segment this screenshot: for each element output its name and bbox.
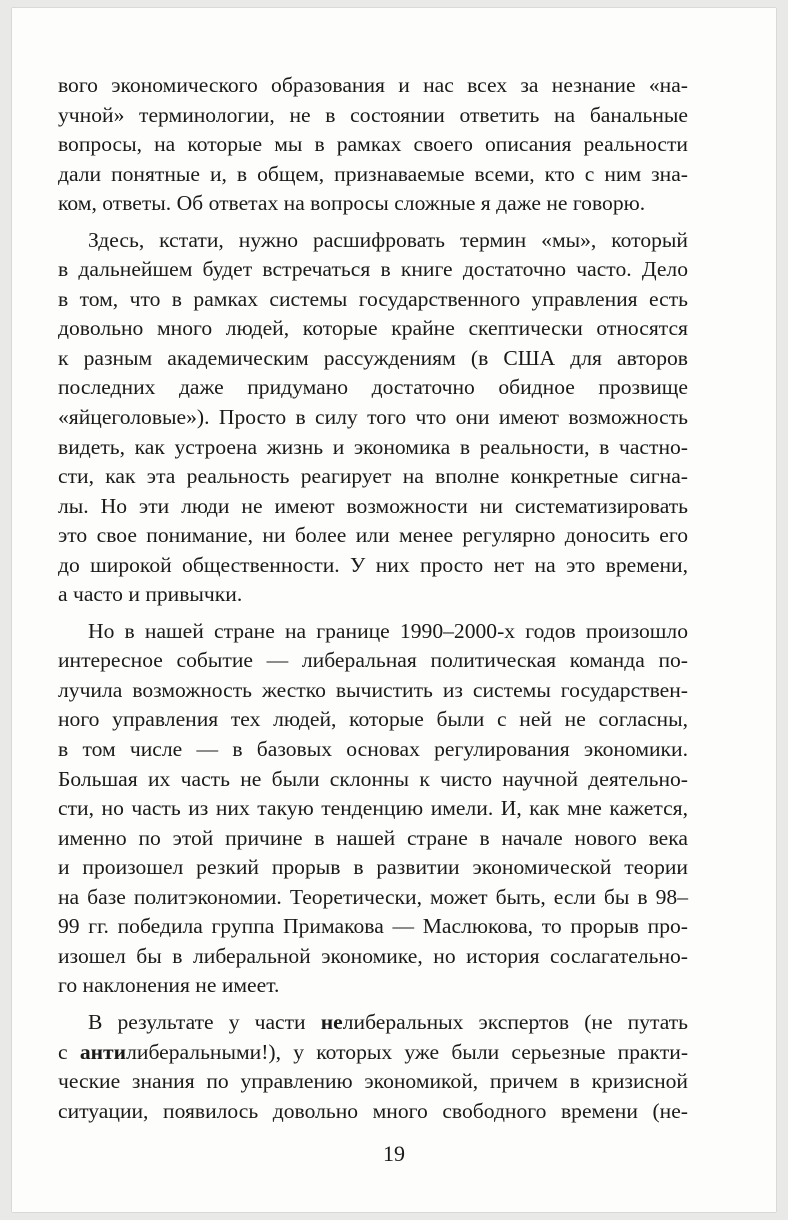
text-line: сти, как эта реальность реагирует на вполне конкретные сигна- xyxy=(58,464,688,489)
text-line: изошел бы в либеральной экономике, но история сослагательно- xyxy=(58,943,688,968)
text-line: в том, что в рамках системы государственного управления есть xyxy=(58,286,688,311)
text-line: ком, ответы. Об ответах на вопросы сложные я даже не говорю. xyxy=(58,191,646,216)
text-line: дали понятные и, в общем, признаваемые всеми, кто с ним зна- xyxy=(58,161,688,186)
text-line: сти, но часть из них такую тенденцию имели. И, как мне кажется, xyxy=(58,796,688,821)
text-line: ситуации, появилось довольно много свободного времени (не- xyxy=(58,1098,688,1123)
text-run: с xyxy=(58,1039,80,1064)
bold-prefix: не xyxy=(320,1009,343,1034)
text-line xyxy=(58,1038,688,1068)
text-run: либеральными!), у которых уже были серьезные практи- xyxy=(126,1039,689,1064)
text-line: Большая их часть не были склонны к чисто научной деятельно- xyxy=(58,766,688,791)
text-line: ческие знания по управлению экономикой, причем в кризисной xyxy=(58,1069,688,1094)
paragraph xyxy=(58,71,688,219)
text-line: лы. Но эти люди не имеют возможности ни систематизировать xyxy=(58,493,688,518)
bold-prefix: анти xyxy=(79,1039,127,1064)
paragraph xyxy=(58,617,688,1001)
book-page xyxy=(12,8,776,1212)
text-run: В результате у части xyxy=(88,1009,321,1034)
text-line: видеть, как устроена жизнь и экономика в реальности, в частно- xyxy=(58,434,688,459)
text-line xyxy=(58,1008,688,1038)
text-line: это свое понимание, ни более или менее регулярно доносить его xyxy=(58,523,688,548)
text-line: именно по этой причине в нашей стране в начале нового века xyxy=(58,825,688,850)
text-line: довольно много людей, которые крайне скептически относятся xyxy=(58,316,688,341)
text-line: лучила возможность жестко вычистить из системы государствен- xyxy=(58,677,688,702)
text-line: учной» терминологии, не в состоянии ответить на банальные xyxy=(58,102,688,127)
text-line: в том числе — в базовых основах регулирования экономики. xyxy=(58,737,688,762)
text-line: к разным академическим рассуждениям (в США для авторов xyxy=(58,345,688,370)
text-line: до широкой общественности. У них просто нет на это времени, xyxy=(58,552,688,577)
text-line: 99 гг. победила группа Примакова — Маслюкова, то прорыв про- xyxy=(58,914,688,939)
paragraph-last xyxy=(58,1008,688,1126)
text-line: го наклонения не имеет. xyxy=(58,973,280,998)
text-line: на базе политэкономии. Теоретически, может быть, если бы в 98– xyxy=(58,884,688,909)
paragraph xyxy=(58,226,688,610)
paragraphs xyxy=(58,71,688,1001)
text-line: а часто и привычки. xyxy=(58,582,243,607)
text-line: Здесь, кстати, нужно расшифровать термин «мы», который xyxy=(88,227,688,252)
text-line: Но в нашей стране на границе 1990–2000-х годов произошло xyxy=(88,618,688,643)
text-run: либеральных экспертов (не путать xyxy=(342,1009,688,1034)
text-line: интересное событие — либеральная политическая команда по- xyxy=(58,648,688,673)
text-line: и произошел резкий прорыв в развитии экономической теории xyxy=(58,855,688,880)
text-line: вопросы, на которые мы в рамках своего описания реальности xyxy=(58,132,688,157)
text-line: вого экономического образования и нас всех за незнание «на- xyxy=(58,73,688,97)
text-line: «яйцеголовые»). Просто в силу того что они имеют возможность xyxy=(58,405,688,430)
text-line: ного управления тех людей, которые были с ней не согласны, xyxy=(58,707,688,732)
text-line: в дальнейшем будет встречаться в книге достаточно часто. Дело xyxy=(58,257,688,282)
text-line: последних даже придумано достаточно обидное прозвище xyxy=(58,375,688,400)
page-number: 19 xyxy=(383,1141,405,1166)
body-text xyxy=(58,71,688,1126)
